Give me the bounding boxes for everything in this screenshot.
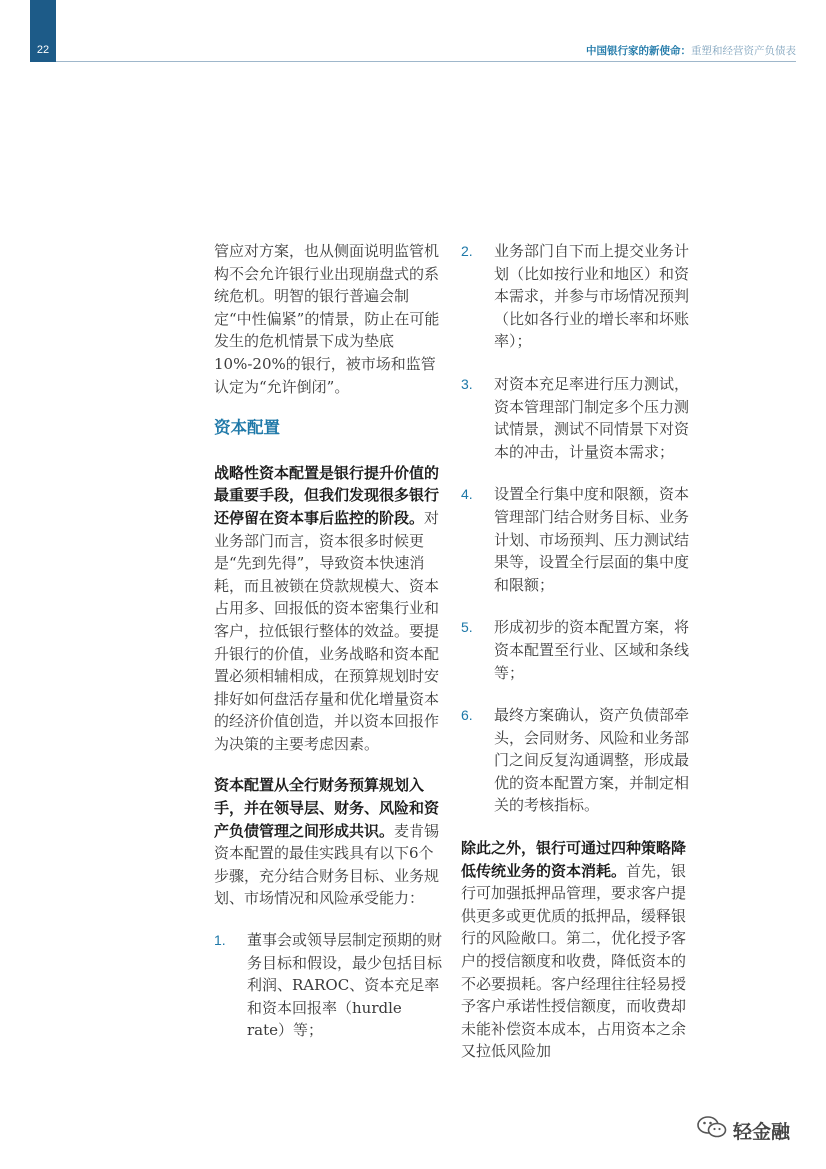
paragraph-capital-strategy (214, 462, 442, 756)
list-text: 对资本充足率进行压力测试，资本管理部门制定多个压力测试情景，测试不同情景下对资本的冲击，计量资本需求； (494, 374, 690, 461)
intro-paragraph: 管应对方案，也从侧面说明监管机构不会允许银行业出现崩盘式的系统危机。明智的银行普遍会制定“中性偏紧”的情景，防止在可能发生的危机情景下成为垫底10%-20%的银行，被市场和监管认定为“允许倒闭”。 (214, 242, 440, 396)
list-text: 业务部门自下而上提交业务计划（比如按行业和地区）和资本需求，并参与市场情况预判（比如各行业的增长率和坏账率）； (494, 242, 690, 351)
paragraph-body: 麦肯锡资本配置的最佳实践具有以下6个步骤，充分结合财务目标、业务规划、市场情况和风险承受能力： (214, 821, 440, 908)
list-number: 5. (461, 619, 473, 636)
list-number: 1. (214, 932, 226, 949)
list-text: 形成初步的资本配置方案，将资本配置至行业、区域和条线等； (494, 618, 690, 682)
running-head-title: 中国银行家的新使命： (586, 45, 691, 57)
running-head-subtitle: 重塑和经营资产负债表 (691, 45, 796, 57)
list-text: 最终方案确认，资产负债部牵头，会同财务、风险和业务部门之间反复沟通调整，形成最优的资本配置方案，并制定相关的考核指标。 (494, 706, 690, 815)
page-number: 22 (36, 44, 50, 56)
paragraph-lead: 战略性资本配置是银行提升价值的最重要手段，但我们发现很多银行还停留在资本事后监控的阶段。 (214, 463, 440, 527)
list-number: 6. (461, 707, 473, 724)
list-item (461, 373, 697, 463)
paragraph-lead: 除此之外，银行可通过四种策略降低传统业务的资本消耗。 (461, 839, 687, 880)
wechat-icon (697, 1115, 727, 1145)
section-heading: 资本配置 (214, 418, 280, 438)
right-column (461, 240, 697, 1082)
paragraph-closing (461, 837, 697, 1063)
watermark (697, 1115, 790, 1145)
list-item (461, 616, 697, 684)
watermark-text: 轻金融 (732, 1121, 790, 1143)
list-item (461, 704, 697, 817)
paragraph-body: 对业务部门而言，资本很多时候更是“先到先得”，导致资本快速消耗，而且被锁在贷款规模大、资本占用多、回报低的资本密集行业和客户，拉低银行整体的效益。要提升银行的价值，业务战略和资本配置必须相辅相成，在预算规划时安排好如何盘活存量和优化增量资本的经济价值创造，并以资本回报作为决策的主要考虑因素。 (214, 508, 440, 753)
running-head (586, 43, 796, 58)
list-number: 2. (461, 243, 473, 259)
list-number: 4. (461, 486, 473, 503)
list-item (461, 483, 697, 596)
list-item (214, 929, 442, 1042)
left-column (214, 240, 442, 1062)
paragraph-capital-budget (214, 774, 442, 910)
paragraph-body: 首先，银行可加强抵押品管理，要求客户提供更多或更优质的抵押品，缓释银行的风险敞口。第二，优化授予客户的授信额度和收费，降低资本的不必要损耗。客户经理往往轻易授予客户承诺性授信额度，而收费却未能补偿资本成本，占用资本之余又拉低风险加 (461, 861, 687, 1061)
page-number-tab (30, 0, 56, 62)
list-number: 3. (461, 375, 473, 392)
paragraph-lead: 资本配置从全行财务预算规划入手，并在领导层、财务、风险和资产负债管理之间形成共识。 (214, 776, 440, 840)
list-text: 董事会或领导层制定预期的财务目标和假设，最少包括目标利润、RAROC、资本充足率和资本回报率（hurdle rate）等； (247, 931, 443, 1040)
header-rule (56, 61, 796, 62)
list-item (461, 240, 697, 353)
list-text: 设置全行集中度和限额，资本管理部门结合财务目标、业务计划、市场预判、压力测试结果等，设置全行层面的集中度和限额； (494, 485, 690, 594)
